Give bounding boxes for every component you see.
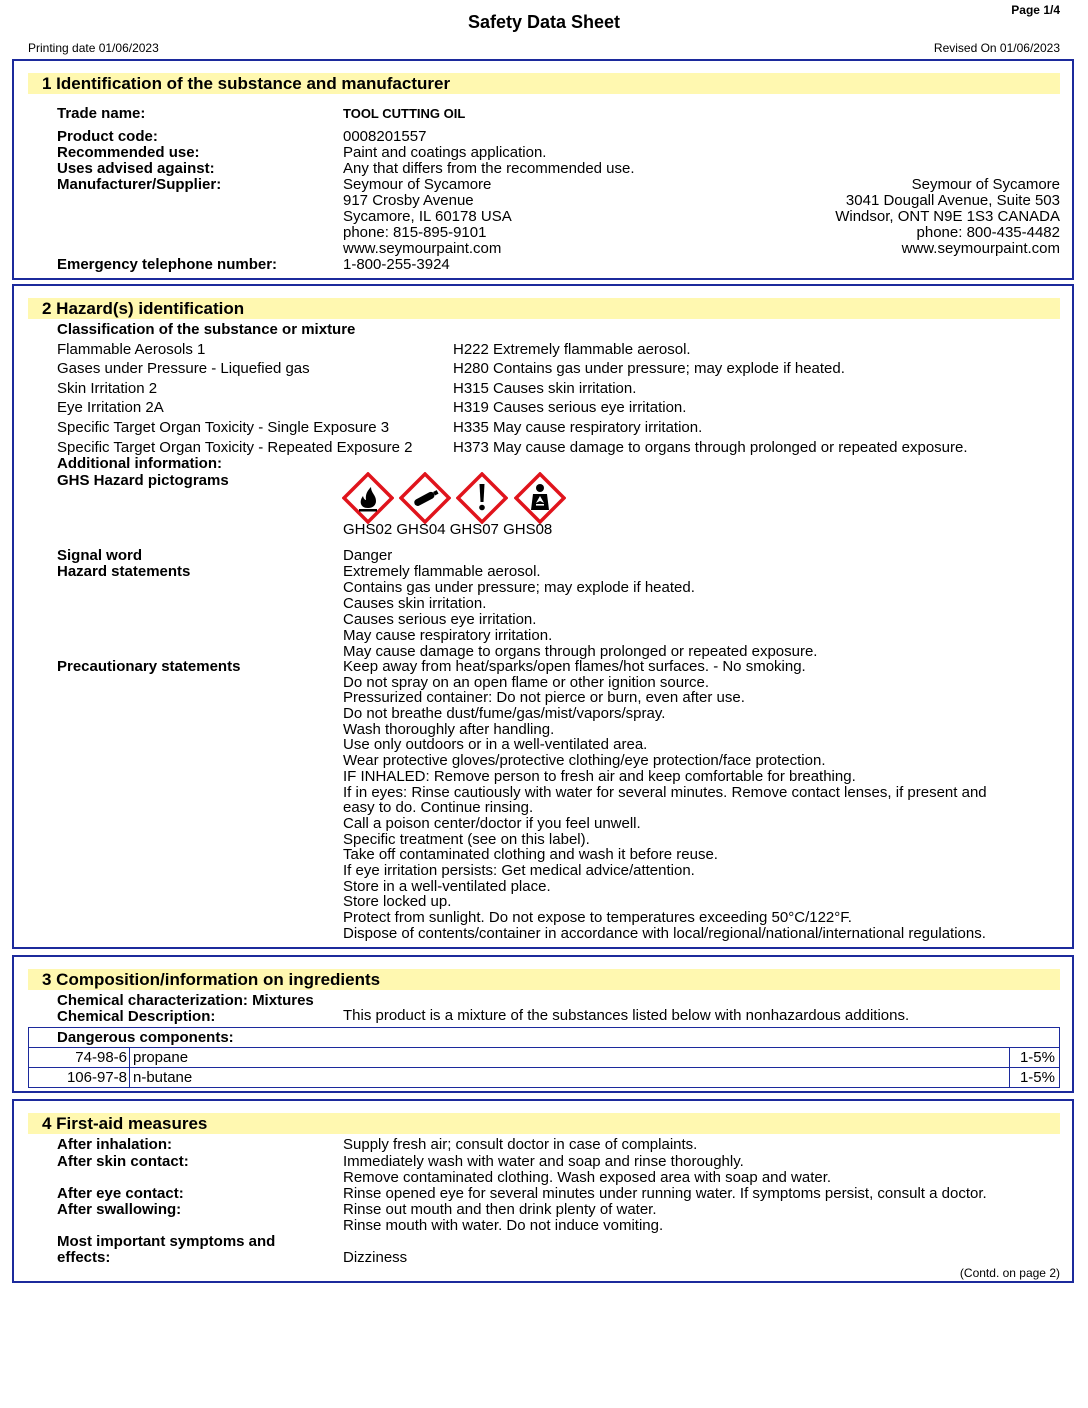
precautionary-statement: Take off contaminated clothing and wash it before reuse. bbox=[343, 846, 718, 864]
document-title: Safety Data Sheet bbox=[467, 12, 621, 32]
printing-date: Printing date 01/06/2023 bbox=[28, 41, 159, 55]
uses-against-value: Any that differs from the recommended use. bbox=[343, 160, 635, 177]
precautionary-statement: Do not spray on an open flame or other ignition source. bbox=[343, 673, 710, 691]
hazard-statement: May cause respiratory irritation. bbox=[343, 627, 553, 644]
table-row bbox=[29, 1067, 1059, 1087]
precautionary-statement: Use only outdoors or in a well-ventilated area. bbox=[343, 736, 648, 754]
description-label: Chemical Description: bbox=[57, 1008, 216, 1025]
hazard-statement: Causes serious eye irritation. bbox=[343, 611, 537, 628]
classification-label: Classification of the substance or mixture bbox=[57, 321, 356, 338]
supplier-canada bbox=[835, 177, 1060, 257]
component-percent: 1-5% bbox=[1009, 1048, 1059, 1068]
health-hazard-icon bbox=[514, 472, 566, 524]
swallowing-line: Rinse out mouth and then drink plenty of water. bbox=[343, 1201, 657, 1218]
cas-number: 106-97-8 bbox=[66, 1069, 127, 1086]
section-1-header bbox=[28, 73, 1060, 94]
supplier-ca-line: 3041 Dougall Avenue, Suite 503 bbox=[845, 192, 1060, 209]
supplier-us-line: Sycamore, IL 60178 USA bbox=[343, 208, 512, 225]
eye-contact-value: Rinse opened eye for several minutes under running water. If symptoms persist, consult a doctor. bbox=[343, 1185, 987, 1202]
supplier-us-line: 917 Crosby Avenue bbox=[343, 192, 474, 209]
precautionary-statement: easy to do. Continue rinsing. bbox=[343, 799, 534, 817]
precautionary-statement: Wash thoroughly after handling. bbox=[343, 720, 555, 738]
precautionary-statement: Keep away from heat/sparks/open flames/hot surfaces. - No smoking. bbox=[343, 658, 806, 675]
symptoms-label-line: Most important symptoms and bbox=[57, 1233, 276, 1250]
supplier-us-line: phone: 815-895-9101 bbox=[343, 224, 487, 241]
hazard-statement: Extremely flammable aerosol. bbox=[343, 563, 541, 580]
components-header-row bbox=[29, 1028, 1059, 1047]
section-1-title: 1 Identification of the substance and manufacturer bbox=[42, 74, 451, 93]
trade-name-value: TOOL CUTTING OIL bbox=[343, 106, 466, 121]
signal-word-value: Danger bbox=[343, 547, 393, 564]
skin-contact-line: Immediately wash with water and soap and rinse thoroughly. bbox=[343, 1153, 744, 1170]
page-number: Page 1/4 bbox=[1011, 3, 1060, 17]
pictogram-codes: GHS02 GHS04 GHS07 GHS08 bbox=[343, 521, 553, 538]
section-4-header bbox=[28, 1113, 1060, 1134]
skin-contact-label: After skin contact: bbox=[57, 1153, 189, 1170]
classification-statement: H319 Causes serious eye irritation. bbox=[453, 399, 687, 416]
section-3-header bbox=[28, 969, 1060, 990]
precautionary-statement: Pressurized container: Do not pierce or burn, even after use. bbox=[343, 689, 745, 707]
swallowing-label: After swallowing: bbox=[57, 1201, 182, 1218]
component-name: propane bbox=[129, 1048, 188, 1068]
precautionary-statement: Protect from sunlight. Do not expose to temperatures exceeding 50°C/122°F. bbox=[343, 909, 852, 926]
table-row bbox=[29, 1047, 1059, 1067]
revised-date: Revised On 01/06/2023 bbox=[933, 41, 1060, 55]
classification-class: Skin Irritation 2 bbox=[57, 380, 158, 397]
characterization-label: Chemical characterization: Mixtures bbox=[57, 992, 314, 1009]
components-label: Dangerous components: bbox=[57, 1029, 234, 1046]
components-table bbox=[28, 1027, 1060, 1088]
symptoms-label-line: effects: bbox=[57, 1249, 111, 1266]
classification-statement: H315 Causes skin irritation. bbox=[453, 380, 637, 397]
precautionary-statement: Call a poison center/doctor if you feel unwell. bbox=[343, 814, 641, 832]
supplier-us-line: www.seymourpaint.com bbox=[343, 240, 502, 257]
section-2-title: 2 Hazard(s) identification bbox=[42, 299, 245, 318]
precautionary-statement: Wear protective gloves/protective clothing/eye protection/face protection. bbox=[343, 752, 826, 770]
trade-name-label: Trade name: bbox=[57, 105, 146, 122]
classification-class: Eye Irritation 2A bbox=[57, 399, 164, 416]
additional-info-label: Additional information: bbox=[57, 455, 222, 472]
symptoms-label bbox=[57, 1234, 275, 1266]
flame-icon bbox=[342, 472, 394, 524]
uses-against-label: Uses advised against: bbox=[57, 160, 215, 177]
emergency-label: Emergency telephone number: bbox=[57, 256, 278, 273]
classification-class: Flammable Aerosols 1 bbox=[57, 341, 206, 358]
precautionary-label: Precautionary statements bbox=[57, 658, 241, 675]
description-value: This product is a mixture of the substances listed below with nonhazardous additions. bbox=[343, 1007, 910, 1024]
continued-note: (Contd. on page 2) bbox=[959, 1266, 1060, 1280]
precautionary-statement: IF INHALED: Remove person to fresh air and keep comfortable for breathing. bbox=[343, 767, 856, 785]
section-4-title: 4 First-aid measures bbox=[42, 1114, 208, 1133]
section-2-header bbox=[28, 298, 1060, 319]
classification-statement: H373 May cause damage to organs through prolonged or repeated exposure. bbox=[453, 439, 968, 456]
hazard-statement: Contains gas under pressure; may explode if heated. bbox=[343, 579, 695, 596]
precautionary-statement: If eye irritation persists: Get medical advice/attention. bbox=[343, 861, 695, 879]
emergency-value: 1-800-255-3924 bbox=[343, 256, 450, 273]
precautionary-statement: Store locked up. bbox=[343, 893, 452, 911]
swallowing-line: Rinse mouth with water. Do not induce vomiting. bbox=[343, 1217, 664, 1234]
recommended-use-value: Paint and coatings application. bbox=[343, 144, 547, 161]
gas-cylinder-icon bbox=[399, 472, 451, 524]
precautionary-statement: If in eyes: Rinse cautiously with water for several minutes. Remove contact lenses, if present and bbox=[343, 783, 987, 801]
supplier-us-line: Seymour of Sycamore bbox=[343, 176, 492, 193]
supplier-ca-line: www.seymourpaint.com bbox=[901, 240, 1060, 257]
supplier-ca-line: phone: 800-435-4482 bbox=[916, 224, 1060, 241]
skin-contact-line: Remove contaminated clothing. Wash exposed area with soap and water. bbox=[343, 1169, 832, 1186]
precautionary-list bbox=[343, 659, 987, 941]
classification-statement: H222 Extremely flammable aerosol. bbox=[453, 341, 691, 358]
eye-contact-label: After eye contact: bbox=[57, 1185, 184, 1202]
precautionary-statement: Do not breathe dust/fume/gas/mist/vapors/spray. bbox=[343, 705, 666, 723]
hazard-statements-list bbox=[343, 564, 817, 660]
signal-word-label: Signal word bbox=[57, 547, 143, 564]
classification-class: Specific Target Organ Toxicity - Repeated Exposure 2 bbox=[57, 439, 413, 456]
precautionary-statement: Dispose of contents/container in accordance with local/regional/national/international regulations. bbox=[343, 924, 986, 942]
supplier-ca-line: Windsor, ONT N9E 1S3 CANADA bbox=[835, 208, 1060, 225]
product-code-value: 0008201557 bbox=[343, 128, 427, 145]
section-3-title: 3 Composition/information on ingredients bbox=[42, 970, 381, 989]
supplier-us bbox=[343, 177, 512, 257]
skin-contact-value bbox=[343, 1154, 831, 1186]
component-name: n-butane bbox=[129, 1068, 192, 1088]
supplier-ca-line: Seymour of Sycamore bbox=[911, 176, 1060, 193]
hazard-statements-label: Hazard statements bbox=[57, 563, 191, 580]
exclamation-icon bbox=[456, 472, 508, 524]
classification-statement: H335 May cause respiratory irritation. bbox=[453, 419, 703, 436]
classification-class: Specific Target Organ Toxicity - Single Exposure 3 bbox=[57, 419, 390, 436]
manufacturer-label: Manufacturer/Supplier: bbox=[57, 176, 222, 193]
hazard-statement: May cause damage to organs through prolonged or repeated exposure. bbox=[343, 643, 818, 660]
component-percent: 1-5% bbox=[1009, 1068, 1059, 1088]
hazard-statement: Causes skin irritation. bbox=[343, 595, 487, 612]
cas-number: 74-98-6 bbox=[75, 1049, 127, 1066]
swallowing-value bbox=[343, 1202, 663, 1234]
inhalation-value: Supply fresh air; consult doctor in case of complaints. bbox=[343, 1136, 698, 1153]
recommended-use-label: Recommended use: bbox=[57, 144, 200, 161]
classification-class: Gases under Pressure - Liquefied gas bbox=[57, 360, 310, 377]
precautionary-statement: Store in a well-ventilated place. bbox=[343, 877, 551, 895]
pictograms-label: GHS Hazard pictograms bbox=[57, 472, 229, 489]
classification-statement: H280 Contains gas under pressure; may explode if heated. bbox=[453, 360, 845, 377]
precautionary-statement: Specific treatment (see on this label). bbox=[343, 830, 590, 848]
inhalation-label: After inhalation: bbox=[57, 1136, 172, 1153]
product-code-label: Product code: bbox=[57, 128, 158, 145]
symptoms-value: Dizziness bbox=[343, 1249, 408, 1266]
